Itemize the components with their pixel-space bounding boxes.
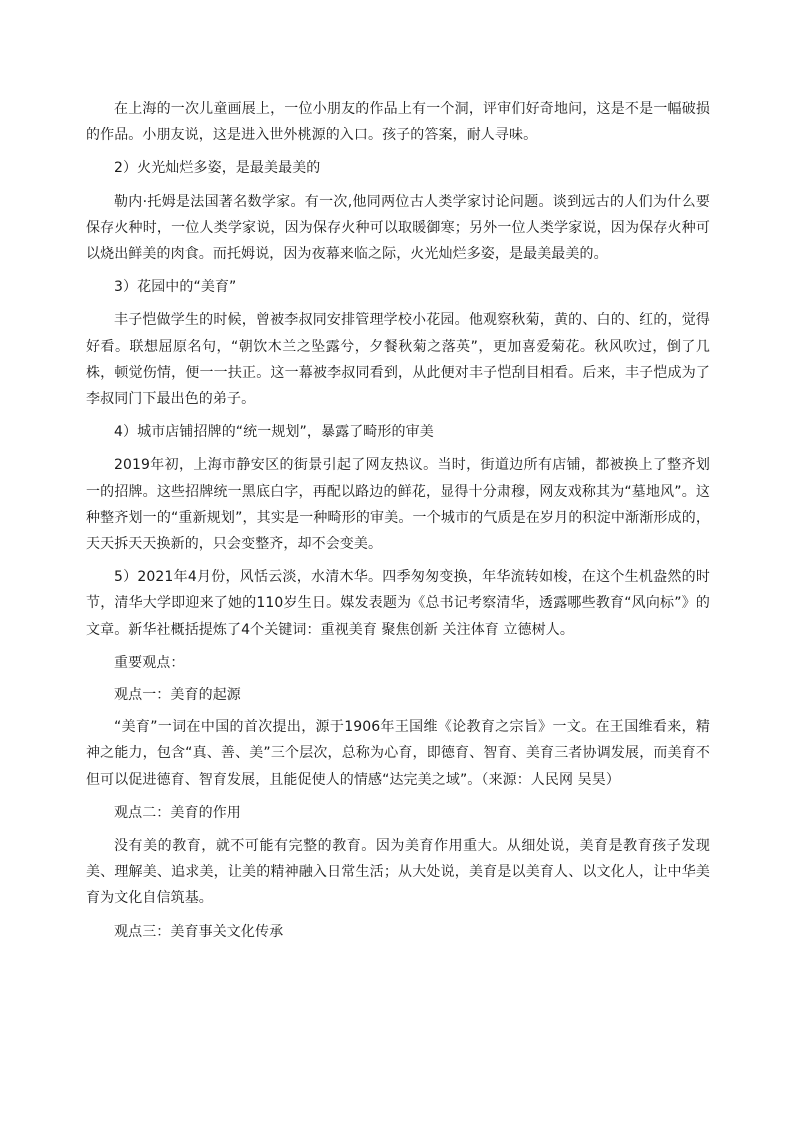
paragraph-thom-fire: 勒内·托姆是法国著名数学家。有一次,他同两位古人类学家讨论问题。谈到远古的人们为什么要保存火种时，一位人类学家说，因为保存火种可以取暖御寒；另外一位人类学家说，因为保存火种可以烧出鲜美的肉食。而托姆说，因为夜幕来临之际，火光灿烂多姿，是最美最美的。 (86, 193, 710, 263)
paragraph-shop-signs: 2019年初，上海市静安区的街景引起了网友热议。当时，街道边所有店铺，都被换上了整齐划一的招牌。这些招牌统一黑底白字，再配以路边的鲜花，显得十分肃穆，网友戏称其为“墓地风”。这种整齐划一的“重新规划”，其实是一种畸形的审美。一个城市的气质是在岁月的积淀中渐渐形成的，天天拆天天换新的，只会变整齐，却不会变美。 (86, 457, 710, 553)
heading-garden-aesthetic: 3）花园中的“美育” (114, 279, 237, 296)
paragraph-view-two: 没有美的教育，就不可能有完整的教育。因为美育作用重大。从细处说，美育是教育孩子发现美、理解美、追求美，让美的精神融入日常生活；从大处说，美育是以美育人、以文化人，让中华美育为文化自信筑基。 (86, 838, 710, 907)
paragraph-tsinghua: 5）2021年4月份，风恬云淡，水清木华。四季匆匆变换，年华流转如梭，在这个生机盎然的时节，清华大学即迎来了她的110岁生日。媒发表题为《总书记考察清华，透露哪些教育“风向标”》的文章。新华社概括提炼了4个关键词：重视美育 聚焦创新 关注体育 立德树人。 (86, 569, 710, 638)
heading-shop-signs: 4）城市店铺招牌的“统一规划”，暴露了畸形的审美 (114, 424, 434, 441)
paragraph-view-one: “美育”一词在中国的首次提出，源于1906年王国维《论教育之宗旨》一文。在王国维看来，精神之能力，包含“真、善、美”三个层次，总称为心育，即德育、智育、美育三者协调发展，而美育不但可以促进德育、智育发展，且能促使人的情感“达完美之域”。（来源：人民网 吴昊） (86, 719, 710, 788)
heading-view-two: 观点二：美育的作用 (114, 804, 241, 821)
paragraph-child-art-story: 在上海的一次儿童画展上，一位小朋友的作品上有一个洞，评审们好奇地问，这是不是一幅破损的作品。小朋友说，这是进入世外桃源的入口。孩子的答案，耐人寻味。 (86, 101, 710, 144)
paragraph-feng-zikai: 丰子恺做学生的时候，曾被李叔同安排管理学校小花园。他观察秋菊，黄的、白的、红的，觉得好看。联想屈原名句，“朝饮木兰之坠露兮，夕餐秋菊之落英”，更加喜爱菊花。秋风吹过，倒了几株，顿觉伤情，便一一扶正。这一幕被李叔同看到，从此便对丰子恺刮目相看。后来，丰子恺成为了李叔同门下最出色的弟子。 (86, 312, 710, 408)
document-body (86, 96, 710, 952)
heading-fire-beauty: 2）火光灿烂多姿，是最美最美的 (114, 160, 321, 177)
heading-key-views: 重要观点： (114, 654, 185, 671)
heading-view-one: 观点一：美育的起源 (114, 687, 241, 704)
heading-view-three: 观点三：美育事关文化传承 (114, 923, 284, 940)
